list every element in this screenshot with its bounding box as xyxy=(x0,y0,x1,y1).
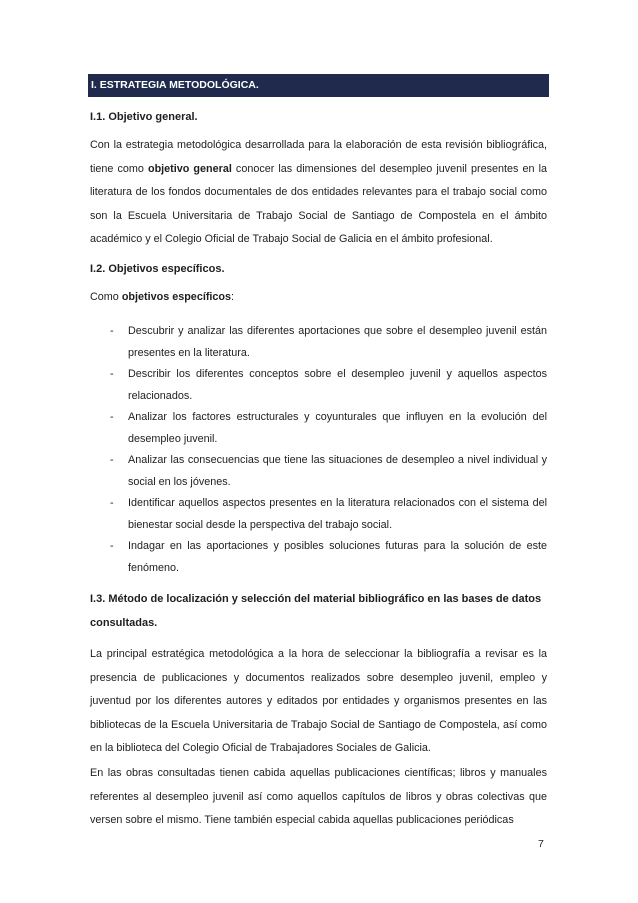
heading-objetivo-general: I.1. Objetivo general. xyxy=(90,111,198,123)
list-item-text: Analizar las consecuencias que tiene las situaciones de desempleo a nivel individual y social en los jóvenes. xyxy=(128,454,547,488)
text-fragment: : xyxy=(231,291,235,303)
list-item-text: Analizar los factores estructurales y coyunturales que influyen en la evolución del desempleo juvenil. xyxy=(128,411,547,445)
list-item xyxy=(90,407,547,450)
list-item-text: Descubrir y analizar las diferentes aportaciones que sobre el desempleo juvenil están presentes en la literatura. xyxy=(128,325,547,359)
bullet-dash: - xyxy=(110,540,114,552)
list-item xyxy=(90,493,547,536)
bold-term: objetivo general xyxy=(147,162,232,175)
page-number: 7 xyxy=(538,838,544,850)
list-item xyxy=(90,321,547,364)
text-fragment: Con la estrategia metodológica desarrollada para la elaboración de esta revisión bibliográfica, tiene como xyxy=(90,139,547,175)
paragraph-metodo-1 xyxy=(90,643,547,761)
bullet-dash: - xyxy=(110,454,114,466)
list-item-text: Identificar aquellos aspectos presentes en la literatura relacionados con el sistema del bienestar social desde la perspectiva del trabajo social. xyxy=(128,497,547,531)
heading-objetivos-especificos: I.2. Objetivos específicos. xyxy=(90,263,225,275)
list-item xyxy=(90,450,547,493)
list-item xyxy=(90,364,547,407)
heading-metodo-line2: consultadas. xyxy=(90,617,158,629)
list-item xyxy=(90,536,547,579)
banner-title: I. ESTRATEGIA METODOLÓGICA. xyxy=(91,79,259,91)
bullet-dash: - xyxy=(110,325,114,337)
paragraph-metodo-2 xyxy=(90,762,547,833)
paragraph-text: En las obras consultadas tienen cabida aquellas publicaciones científicas; libros y manuales referentes al desempleo juvenil así como aquellos capítulos de libros y obras colectivas que versen sobre el mismo. Tiene también especial cabida aquellas publicaciones periódicas xyxy=(90,767,547,827)
bold-term: objetivos específicos xyxy=(121,291,232,303)
section-banner xyxy=(88,74,549,97)
paragraph-objetivo-general xyxy=(90,134,547,252)
bullet-dash: - xyxy=(110,497,114,509)
bullet-dash: - xyxy=(110,411,114,423)
paragraph-intro-especificos xyxy=(90,286,547,310)
bullet-dash: - xyxy=(110,368,114,380)
list-item-text: Describir los diferentes conceptos sobre el desempleo juvenil y aquellos aspectos relacionados. xyxy=(128,368,547,402)
paragraph-text: La principal estratégica metodológica a la hora de seleccionar la bibliografía a revisar es la presencia de publicaciones y documentos realizados sobre desempleo juvenil, empleo y juventud por los diferentes autores y editados por entidades y organismos presentes en las bibliotecas de la Escuela Universitaria de Trabajo Social de Santiago de Compostela, así como en la biblioteca del Colegio Oficial de Trabajadores Sociales de Galicia. xyxy=(90,648,547,755)
text-fragment: conocer las dimensiones del desempleo juvenil presentes en la literatura de los fondos documentales de dos entidades relevantes para el trabajo social como son la Escuela Universitaria de Trabajo Social de Santiago de Compostela en el ámbito académico y el Colegio Oficial de Trabajo Social de Galicia en el ámbito profesional. xyxy=(90,162,547,246)
list-item-text: Indagar en las aportaciones y posibles soluciones futuras para la solución de este fenómeno. xyxy=(128,540,547,574)
heading-metodo-line1: I.3. Método de localización y selección del material bibliográfico en las bases de datos xyxy=(90,593,542,605)
objectives-list xyxy=(90,321,547,579)
text-fragment: Como xyxy=(90,291,122,303)
